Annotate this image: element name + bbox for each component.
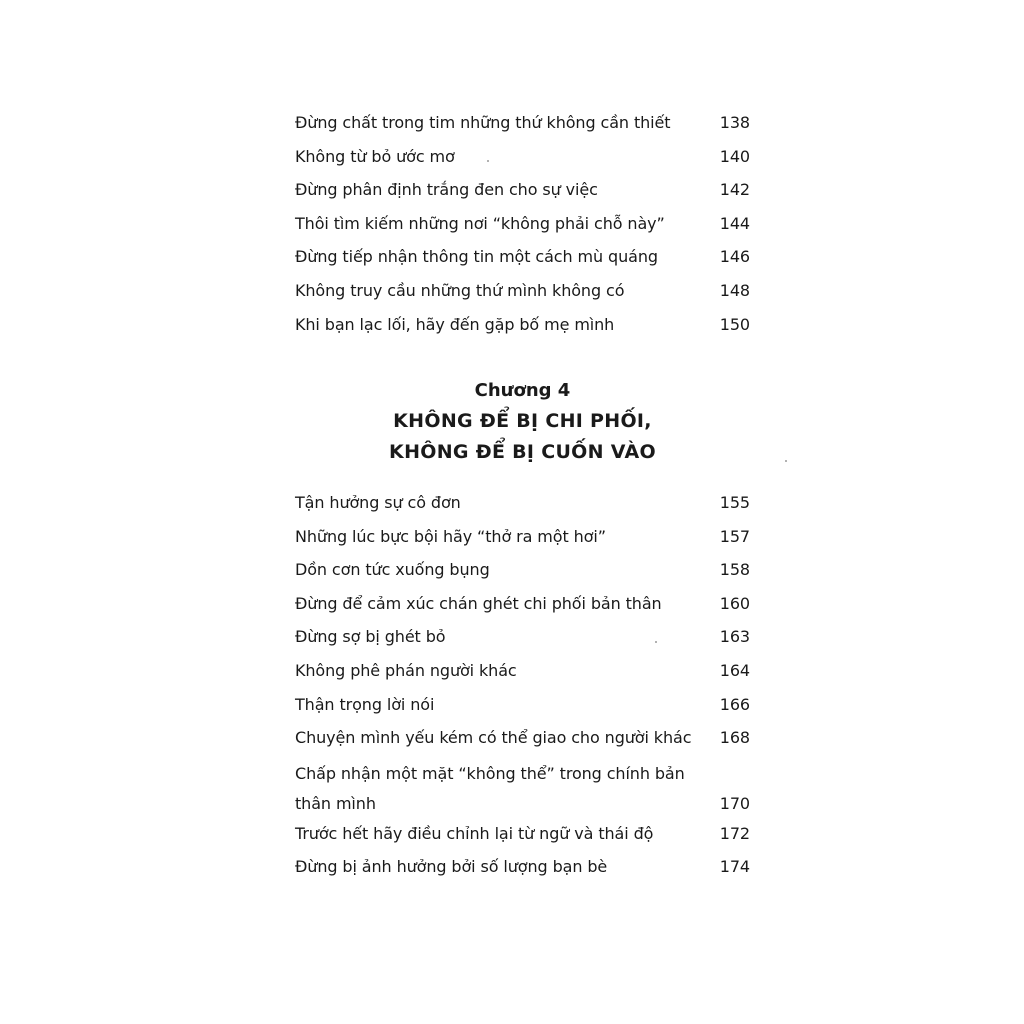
- paper-speck: [487, 160, 489, 162]
- toc-entry: [295, 819, 750, 853]
- toc-entry-title: Thôi tìm kiếm những nơi “không phải chỗ này”: [295, 213, 665, 233]
- toc-entry-page: 142: [719, 180, 750, 200]
- toc-section-chapter-4: [295, 488, 750, 886]
- toc-entry-title: Trước hết hãy điều chỉnh lại từ ngữ và thái độ: [295, 823, 654, 843]
- toc-entry-page: 172: [719, 823, 750, 843]
- chapter-number: Chương 4: [474, 380, 571, 401]
- toc-entry: [295, 555, 750, 589]
- toc-entry-title: Dồn cơn tức xuống bụng: [295, 560, 490, 580]
- toc-entry-title: Chuyện mình yếu kém có thể giao cho người khác: [295, 728, 692, 748]
- toc-entry: [295, 622, 750, 656]
- toc-entry-title: Thận trọng lời nói: [295, 694, 435, 714]
- toc-entry-page: 146: [719, 247, 750, 267]
- toc-entry-title: Không phê phán người khác: [295, 660, 517, 680]
- paper-speck: [785, 460, 787, 462]
- toc-entry: [295, 656, 750, 690]
- toc-entry: [295, 852, 750, 886]
- toc-entry-page: 174: [719, 857, 750, 877]
- toc-entry: [295, 276, 750, 310]
- chapter-title-line-2: KHÔNG ĐỂ BỊ CUỐN VÀO: [389, 441, 656, 463]
- toc-entry-title: Đừng bị ảnh hưởng bởi số lượng bạn bè: [295, 857, 608, 877]
- toc-entry-title: Tận hưởng sự cô đơn: [295, 493, 461, 512]
- toc-entry: [295, 757, 750, 819]
- toc-entry-title: Khi bạn lạc lối, hãy đến gặp bố mẹ mình: [295, 314, 615, 334]
- toc-entry-page: 164: [719, 660, 750, 680]
- toc-entry: [295, 142, 750, 176]
- toc-entry-page: 158: [719, 560, 750, 580]
- toc-entry: [295, 108, 750, 142]
- chapter-title-line-1: KHÔNG ĐỂ BỊ CHI PHỐI,: [393, 410, 652, 432]
- toc-entry-title: Đừng sợ bị ghét bỏ: [295, 627, 446, 647]
- toc-entry: [295, 723, 750, 757]
- toc-entry-page: 157: [719, 526, 750, 546]
- toc-entry: [295, 690, 750, 724]
- toc-entry-title: Không truy cầu những thứ mình không có: [295, 280, 625, 300]
- toc-entry-page: 138: [719, 113, 750, 132]
- toc-entry-page: 155: [719, 493, 750, 512]
- toc-entry-page: 144: [719, 213, 750, 233]
- toc-entry: [295, 310, 750, 344]
- toc-entry-page: 168: [719, 728, 750, 748]
- toc-entry: [295, 488, 750, 522]
- toc-entry: [295, 209, 750, 243]
- toc-entry: [295, 522, 750, 556]
- toc-entry-page: 166: [719, 694, 750, 714]
- toc-entry-page: 160: [719, 593, 750, 613]
- toc-entry-title: Đừng chất trong tim những thứ không cần thiết: [295, 113, 671, 132]
- toc-entry-page: 140: [719, 146, 750, 166]
- toc-entry: [295, 242, 750, 276]
- toc-entry: [295, 175, 750, 209]
- toc-entry-page: 148: [719, 280, 750, 300]
- toc-entry-title: Những lúc bực bội hãy “thở ra một hơi”: [295, 526, 606, 546]
- chapter-heading: [295, 376, 750, 468]
- toc-entry-title: Đừng phân định trắng đen cho sự việc: [295, 180, 598, 200]
- toc-entry: [295, 589, 750, 623]
- toc-entry-title: Không từ bỏ ước mơ: [295, 146, 455, 166]
- toc-entry-title: Chấp nhận một mặt “không thể” trong chính bản thân mình: [295, 763, 685, 813]
- toc-section-chapter-3: [295, 108, 750, 343]
- toc-entry-page: 170: [719, 793, 750, 813]
- toc-entry-page: 163: [719, 627, 750, 647]
- paper-speck: [655, 641, 657, 643]
- toc-entry-title: Đừng tiếp nhận thông tin một cách mù quáng: [295, 247, 658, 267]
- toc-entry-page: 150: [719, 314, 750, 334]
- toc-entry-title: Đừng để cảm xúc chán ghét chi phối bản thân: [295, 593, 662, 613]
